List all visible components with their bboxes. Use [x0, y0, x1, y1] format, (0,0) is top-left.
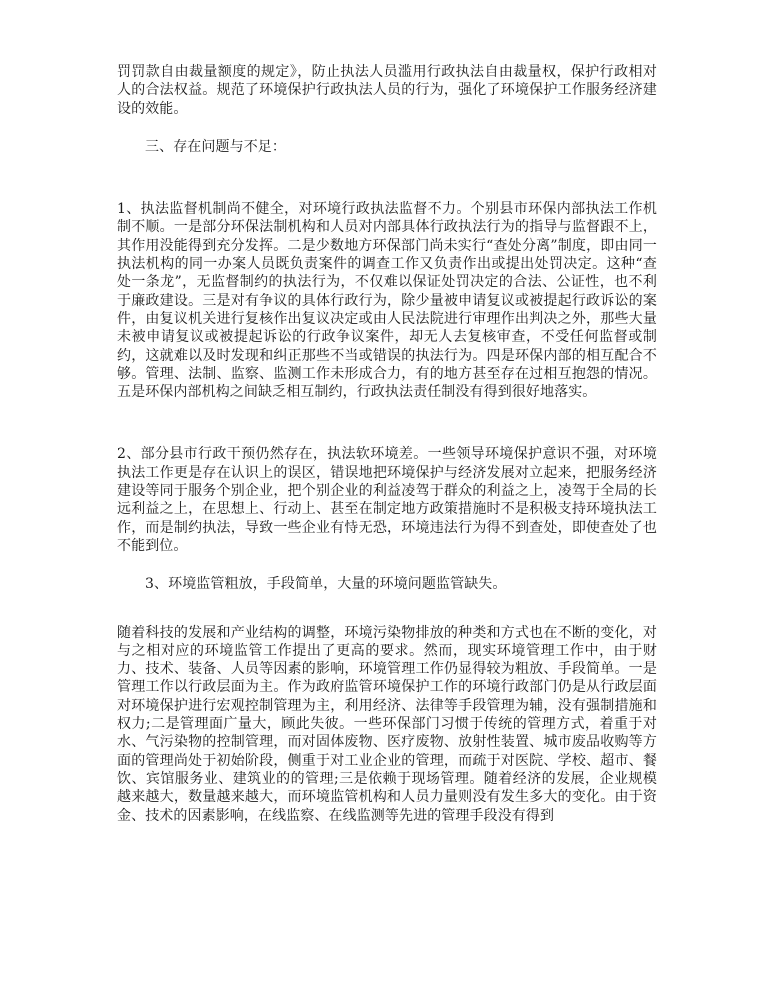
paragraph-intro-continuation: 罚罚款自由裁量额度的规定》，防止执法人员滥用行政执法自由裁量权，保护行政相对人的合法权益。规范了环境保护行政执法人员的行为，强化了环境保护工作服务经济建设的效能。	[117, 64, 657, 117]
section-heading-problems: 三、存在问题与不足：	[145, 138, 286, 155]
paragraph-issue-1: 1、执法监督机制尚不健全，对环境行政执法监督不力。个别县市环保内部执法工作机制不顺。一是部分环保法制机构和人员对内部具体行政执法行为的指导与监督跟不上，其作用没能得到充分发挥。二是少数地方环保部门尚未实行“查处分离”制度，即由同一执法机构的同一办案人员既负责案件的调查工作又负责作出或提出处罚决定。这种“查处一条龙”，无监督制约的执法行为，不仅难以保证处罚决定的合法、公证性，也不利于廉政建设。三是对有争议的具体行政行为，除少量被申请复议或被提起行政诉讼的案件，由复议机关进行复核作出复议决定或由人民法院进行审理作出判决之外，那些大量未被申请复议或被提起诉讼的行政争议案件，却无人去复核审查，不受任何监督或制约，这就难以及时发现和纠正那些不当或错误的执法行为。四是环保内部的相互配合不够。管理、法制、监察、监测工作未形成合力，有的地方甚至存在过相互抱怨的情况。五是环保内部机构之间缺乏相互制约，行政执法责任制没有得到很好地落实。	[117, 201, 657, 401]
document-page	[117, 63, 657, 825]
paragraph-issue-3-heading: 3、环境监管粗放，手段简单，大量的环境问题监管缺失。	[145, 576, 507, 593]
paragraph-issue-3: 随着科技的发展和产业结构的调整，环境污染物排放的种类和方式也在不断的变化，对与之相对应的环境监管工作提出了更高的要求。然而，现实环境管理工作中，由于财力、技术、装备、人员等因素的影响，环境管理工作仍显得较为粗放、手段简单。一是管理工作以行政层面为主。作为政府监管环境保护工作的环境行政部门仍是从行政层面对环境保护进行宏观控制管理为主，利用经济、法律等手段管理为辅，没有强制措施和权力;二是管理面广量大，顾此失彼。一些环保部门习惯于传统的管理方式，着重于对水、气污染物的控制管理，而对固体废物、医疗废物、放射性装置、城市废品收购等方面的管理尚处于初始阶段，侧重于对工业企业的管理，而疏于对医院、学校、超市、餐饮、宾馆服务业、建筑业的的管理;三是依赖于现场管理。随着经济的发展，企业规模越来越大，数量越来越大，而环境监管机构和人员力量则没有发生多大的变化。由于资金、技术的因素影响，在线监察、在线监测等先进的管理手段没有得到	[117, 624, 657, 824]
paragraph-issue-2: 2、部分县市行政干预仍然存在，执法软环境差。一些领导环境保护意识不强，对环境执法工作更是存在认识上的误区，错误地把环境保护与经济发展对立起来，把服务经济建设等同于服务个别企业，把个别企业的利益凌驾于群众的利益之上，凌驾于全局的长远利益之上，在思想上、行动上、甚至在制定地方政策措施时不是积极支持环境执法工作，而是制约执法，导致一些企业有恃无恐，环境违法行为得不到查处，即使查处了也不能到位。	[117, 446, 657, 554]
